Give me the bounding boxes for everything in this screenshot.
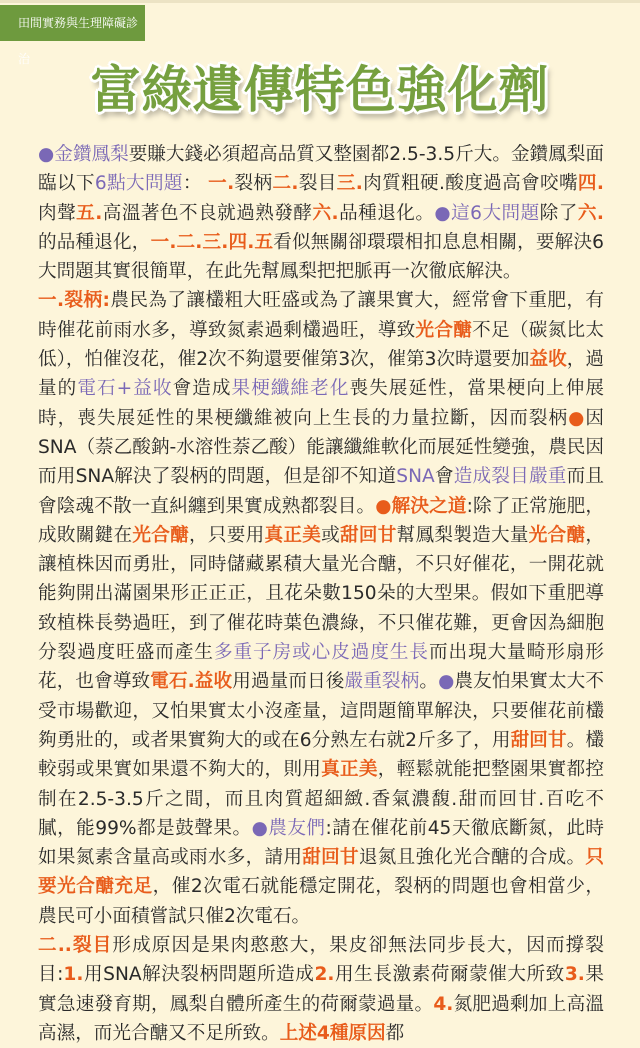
body-text: ，只要用 [188,524,265,546]
body-text: 用SNA解決裂柄問題所造成 [83,964,315,986]
body-text: 農民為了讓欉粗大旺盛或為了讓果實大，經常會下重肥，有時催花前雨水多，導致氮素過剩欉過旺，導致 [38,290,604,341]
orange-highlight: 甜回甘 [339,524,397,546]
body-text: 裂目 [298,173,337,195]
body-text: 用過量而日後 [232,671,345,693]
purple-highlight: ●金鑽鳳梨 [38,144,129,165]
orange-highlight: 光合醣 [415,319,473,341]
body-text: 因SNA（萘乙酸鈉-水溶性萘乙酸）能讓纖維軟化而展延性變強，農民因而用SNA解決了裂柄的問題，但是卻不知道 [38,407,604,488]
orange-highlight: 二..裂目 [38,935,113,957]
orange-highlight: 五. [76,202,103,224]
body-text: 裂柄 [234,173,273,195]
orange-highlight: 光合醣 [528,524,586,546]
purple-highlight: 果梗纖維老化 [231,378,350,400]
orange-highlight: 3. [564,964,585,986]
body-text: 退氮且強化光合醣的合成。 [358,847,586,869]
body-text: 的品種退化， [38,231,151,253]
orange-highlight: 益收 [529,349,567,371]
orange-highlight: 甜回甘 [302,847,359,869]
orange-highlight: 光合醣 [132,524,189,546]
body-text: 肉聲 [38,202,77,224]
orange-highlight: 4. [433,993,454,1015]
body-text: 。欉較弱或果實如果還不夠大的，則用 [38,729,604,781]
body-text: ，輕鬆就能把整園果實都控制在2.5-3.5斤之間，而且肉質超細緻.香氣濃馥.甜而回甘.百吃不膩，能99%都是鼓聲果。 [38,759,604,839]
paragraph-3 [38,931,604,1048]
body-text: 會造成 [172,378,232,400]
body-text: 看似無關卻環環相扣息息相關，要解決6大問題其實很簡單，在此先幫鳳梨把把脈再一次徹底解決。 [38,231,604,283]
top-border [0,0,640,3]
body-text: 喪失展延性，當果梗向上伸展時，喪失展延性的果梗纖維被向上生長的力量拉斷，因而裂柄 [38,378,604,429]
body-text: ，催2次電石就能穩定開花，裂柄的問題也會相當少，農民可小面積嘗試只催2次電石。 [38,876,604,927]
body-text: 形成原因是果肉憨憨大，果皮卻無法同步長大，因而撐裂目: [38,935,604,986]
body-text: 會 [434,466,454,488]
orange-highlight: 真正美 [321,759,378,781]
orange-highlight: 上述4種原因 [279,1022,386,1044]
body-text: 肉質粗硬.酸度過高會咬嘴 [362,173,578,195]
paragraph-2 [38,286,604,931]
body-text: 幫鳳梨製造大量 [396,524,529,546]
body-text: ： [182,173,209,195]
page-title: 富綠遺傳特色強化劑 [90,60,550,119]
body-text: 農友怕果實太大不受市場歡迎，又怕果實太小沒產量，這問題簡單解決，只要催花前欉夠勇壯的，或者果實夠大的或在6分熟左右就2斤多了，用 [38,671,604,751]
orange-highlight: 一.裂柄: [38,290,110,312]
body-text: 品種退化。 [338,202,435,224]
purple-highlight: ●這6大問題 [434,202,540,224]
section-tab [0,5,145,66]
orange-highlight: 2. [314,964,335,986]
orange-highlight: 二. [272,173,299,195]
purple-highlight: SNA [396,466,435,488]
purple-highlight: 6點大問題 [94,173,183,195]
orange-highlight: 一. [208,173,235,195]
body-text: 都 [385,1022,405,1044]
body-text: 高溫著色不良就過熟發酵 [102,202,313,224]
orange-highlight: 六. [312,202,339,224]
body-text: ，過量的 [38,349,604,400]
body-text: 除了 [539,202,578,224]
body-text: 或 [321,524,340,546]
orange-highlight: 電石.益收 [150,671,233,693]
orange-highlight: 真正美 [264,524,322,546]
body-text: 氮肥過剩加上高溫高濕，而光合醣又不足所致。 [38,993,604,1044]
body-text: 。 [419,671,439,693]
orange-highlight: 只要光合醣充足 [38,847,604,898]
purple-highlight: 多重子房或心皮過度生長 [213,642,429,664]
body-text: 要賺大錢必須超高品質又整園都2.5-3.5斤大。金鑽鳳梨面臨以下 [38,144,604,195]
purple-highlight: 嚴重裂柄 [344,671,420,693]
section-label: 田間實務與生理障礙診治 [18,16,139,66]
orange-highlight: 三. [336,173,363,195]
body-text: :除了正常施肥，成敗關鍵在 [38,495,604,546]
paragraph-1 [38,140,604,286]
body-text: 用生長激素荷爾蒙催大所致 [334,964,565,986]
article-body [38,140,604,1048]
body-text: 而且會陰魂不散一直糾纏到果實成熟都裂目。 [38,466,604,517]
orange-highlight: 六. [577,202,604,224]
orange-highlight: 甜回甘 [510,729,567,751]
purple-highlight: 電石+益收 [77,378,173,400]
body-text: 不足（碳氮比太低），怕催沒花，催2次不夠還要催第3次，催第3次時還要加 [38,319,604,371]
purple-highlight: ● [438,671,455,693]
orange-highlight: ●解決之道 [375,495,467,517]
orange-highlight: 1. [63,964,84,986]
purple-highlight: ●農友們 [251,817,326,839]
orange-highlight: ● [568,407,586,429]
orange-highlight: 一.二.三.四.五 [150,231,274,253]
body-text: ，讓植株因而勇壯，同時儲藏累積大量光合醣，不只好催花，一開花就能夠開出滿園果形正正正，且花朵數150朵的大型果。假如下重肥導致植株長勢過旺，到了催花時葉色濃綠，不只催花難，更會因為細胞分裂過度旺盛而產生 [38,524,604,664]
orange-highlight: 四. [577,173,604,195]
body-text: 果實急速發育期，鳳梨自體所產生的荷爾蒙過量。 [38,964,604,1015]
purple-highlight: 造成裂目嚴重 [453,466,567,488]
body-text: :請在催花前45天徹底斷氮，此時如果氮素含量高或雨水多，請用 [38,817,605,869]
body-text: 而出現大量畸形扇形花，也會導致 [38,642,604,693]
